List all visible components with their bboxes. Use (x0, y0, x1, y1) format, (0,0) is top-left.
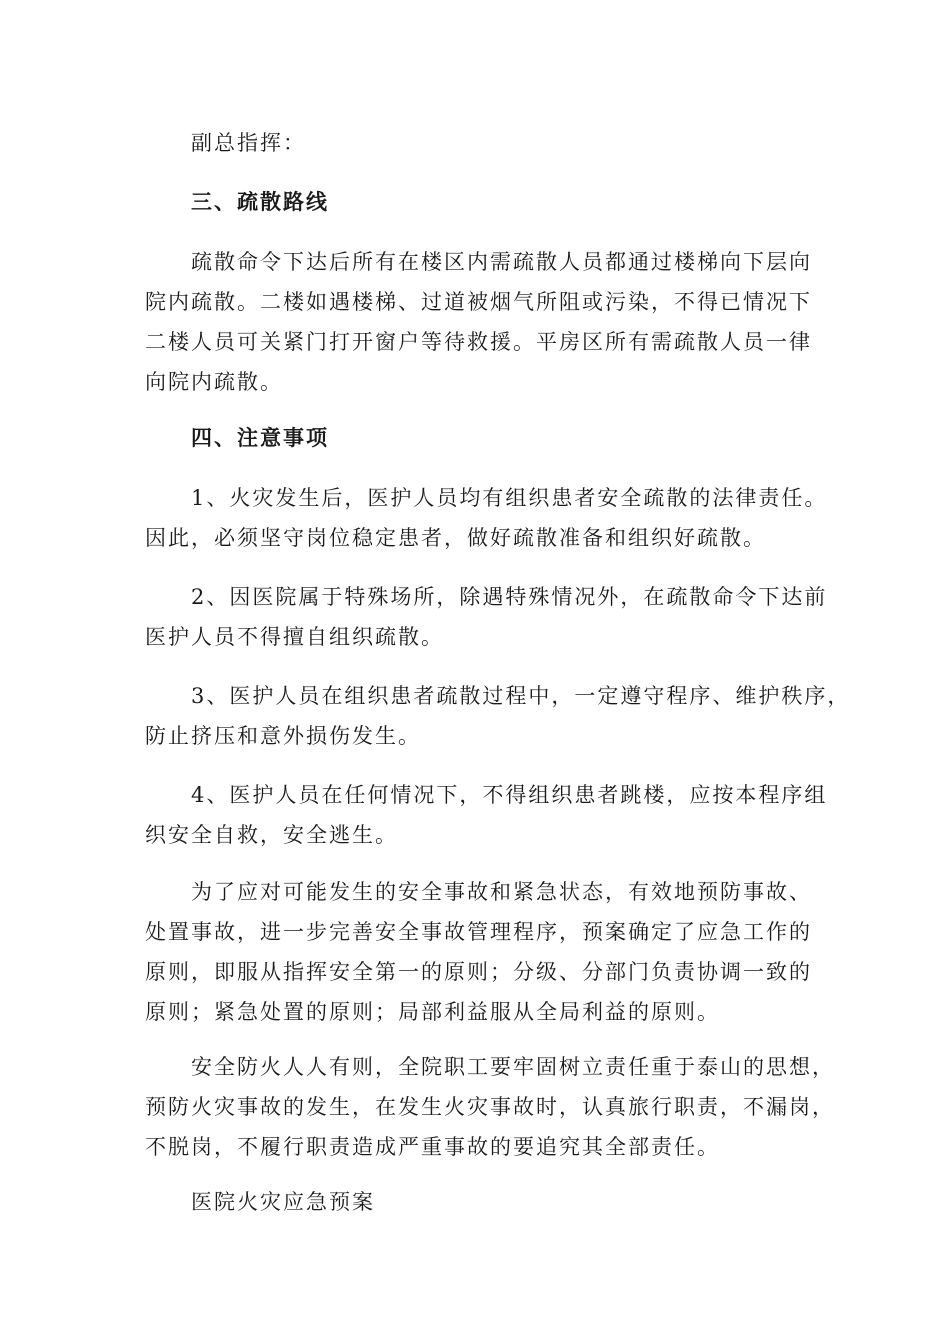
section-3-heading: 三、疏散路线 (191, 189, 329, 214)
section-4-heading: 四、注意事项 (191, 425, 329, 450)
notice-item-3: 3、医护人员在组织患者疏散过程中，一定遵守程序、维护秩序， 防止挤压和意外损伤发生。 (145, 684, 851, 748)
vice-commander-label: 副总指挥： (191, 131, 306, 155)
principles-paragraph: 为了应对可能发生的安全事故和紧急状态，有效地预防事故、 处置事故，进一步完善安全事故管理程序，预案确定了应急工作的 原则，即服从指挥安全第一的原则；分级、分部门负责协调一致的 原则；紧急处置的原则；局部利益服从全局利益的原则。 (145, 880, 812, 1024)
notice-item-2: 2、因医院属于特殊场所，除遇特殊情况外，在疏散命令下达前 医护人员不得擅自组织疏散。 (145, 585, 828, 649)
vice-commander-line (145, 123, 825, 163)
safety-paragraph: 安全防火人人有则，全院职工要牢固树立责任重于泰山的思想， 预防火灾事故的发生，在发生火灾事故时，认真旅行职责，不漏岗， 不脱岗，不履行职责造成严重事故的要追究其全部责任。 (145, 1055, 835, 1159)
footer-title-line (145, 1182, 825, 1222)
notice-item-4: 4、医护人员在任何情况下，不得组织患者跳楼，应按本程序组 织安全自救，安全逃生。 (145, 783, 828, 847)
plan-title: 医院火灾应急预案 (191, 1190, 375, 1214)
notice-item-1: 1、火灾发生后，医护人员均有组织患者安全疏散的法律责任。 因此，必须坚守岗位稳定患者，做好疏散准备和组织好疏散。 (145, 486, 828, 550)
section-3-body: 疏散命令下达后所有在楼区内需疏散人员都通过楼梯向下层向 院内疏散。二楼如遇楼梯、过道被烟气所阻或污染，不得已情况下 二楼人员可关紧门打开窗户等待救援。平房区所有需疏散人员一律 向院内疏散。 (145, 250, 812, 394)
